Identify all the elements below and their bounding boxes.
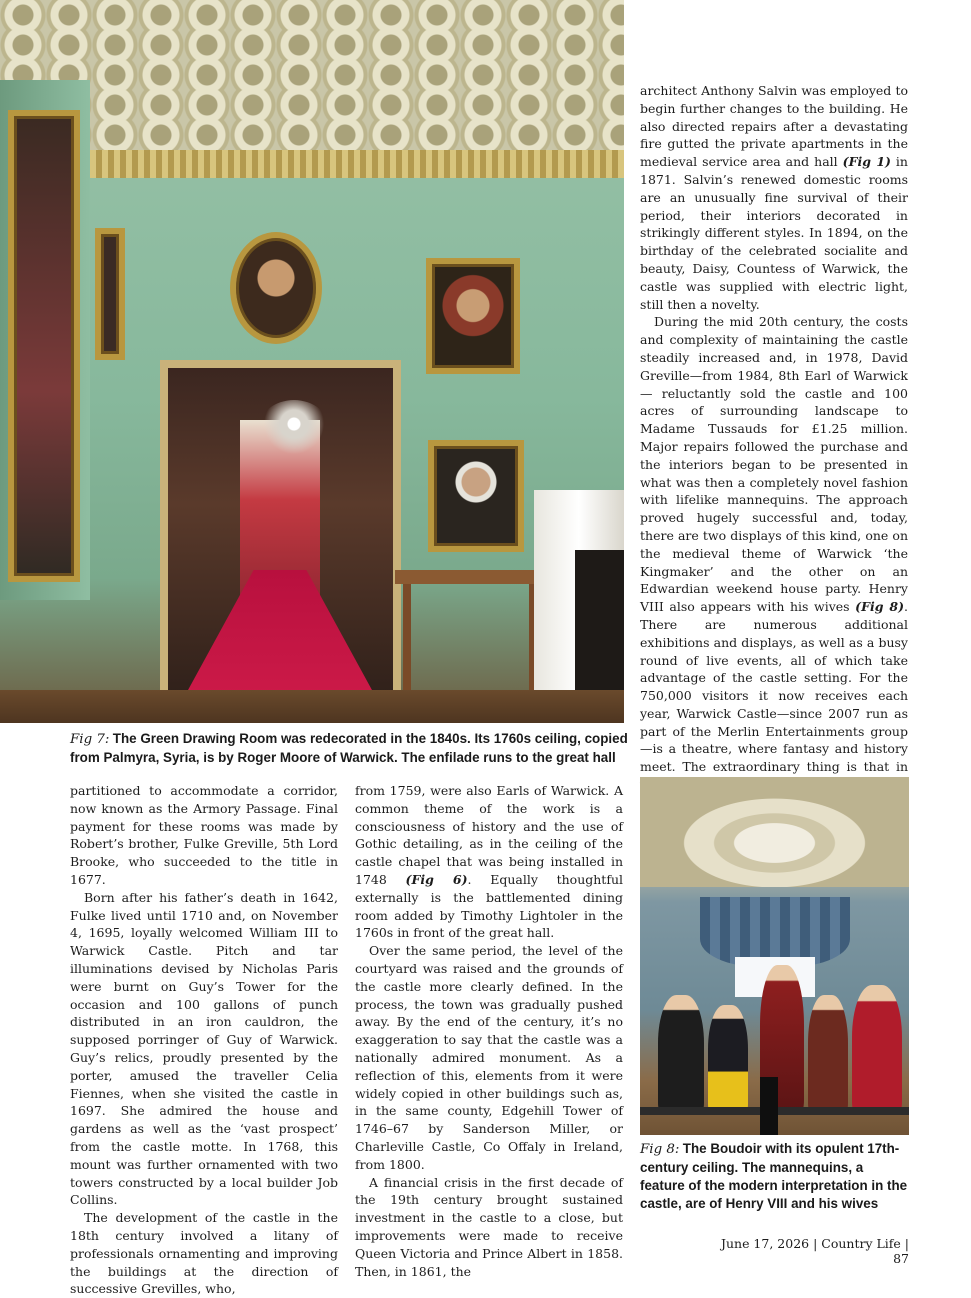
fig7-text: The Green Drawing Room was redecorated in the 1840s. Its 1760s ceiling, copied from Palmyra, Syria, is by Roger Moore of Warwick. The enfilade runs to the great hall	[70, 731, 628, 765]
portrait-red-coat	[426, 258, 520, 374]
article-column-right-top	[640, 82, 908, 829]
green-drawing-room-photo	[0, 0, 624, 723]
paragraph: partitioned to accommodate a corridor, now known as the Armory Passage. Final payment for these rooms was made by Robert’s brother, Fulke Greville, 5th Lord Brooke, who succeeded to the title in 1677.	[70, 783, 338, 887]
fig7-label: Fig 7:	[70, 732, 110, 747]
figure-reference: (Fig 1)	[842, 154, 891, 170]
mannequin	[852, 985, 902, 1115]
paragraph	[640, 82, 908, 313]
wooden-floor	[0, 690, 624, 723]
article-column-middle	[355, 782, 623, 1280]
fig8-text: The Boudoir with its opulent 17th-century ceiling. The mannequins, a feature of the modern interpretation in the castle, are of Henry VIII and his wives	[640, 1141, 908, 1211]
text-run: in 1871. Salvin’s renewed domestic rooms are an unusually fine survival of their period, their interiors decorated in strikingly different styles. In 1894, on the birthday of the celebrated socialite and beauty, Daisy, Countess of Warwick, the castle was supplied with electric light, still then a novelty.	[640, 154, 908, 312]
page-folio: June 17, 2026 | Country Life | 87	[720, 1236, 909, 1266]
portrait-left-small	[95, 228, 125, 360]
boudoir-photo	[640, 777, 909, 1135]
fig8-label: Fig 8:	[640, 1142, 680, 1157]
mannequin	[708, 1005, 748, 1115]
mannequin	[658, 995, 704, 1115]
portrait-left-full-length	[8, 110, 80, 582]
boudoir-ceiling	[640, 777, 909, 887]
text-run: . There are numerous additional exhibitions and displays, as well as a busy round of live events, all of which take advantage of the castle setting. For the 750,000 visitors it now receives each year, Warwick Castle—since 2007 run as part of the Merlin Entertainments group—is a theatre, where fantasy and history meet. The extraordinary thing is that in	[640, 599, 908, 775]
paragraph	[355, 782, 623, 942]
portrait-oval	[230, 232, 322, 344]
figure-reference: (Fig 8)	[855, 599, 905, 615]
ceiling-coffers	[0, 0, 624, 160]
paragraph: Born after his father’s death in 1642, Fulke lived until 1710 and, on November 4, 1695, loyally welcomed William III to Warwick Castle. Pitch and tar illuminations devised by Nicholas Paris were burnt on Guy’s Tower for the occasion and 100 gallons of punch distributed in an iron cauldron, the supposed porringer of Guy of Warwick. Guy’s relics, proudly presented by the porter, amused the traveller Celia Fiennes, when she visited the castle in 1697. She admired the house and gardens as well as the ‘vast prospect’ from the castle motte. In 1768, this mount was further ornamented with two towers constructed by a local builder Job Collins.	[70, 889, 338, 1208]
paragraph: Over the same period, the level of the courtyard was raised and the grounds of the castle more clearly defined. In the process, the town was gradually pushed away. By the end of the century, it’s no exaggeration to say that the castle was a nationally admired monument. As a reflection of this, elements from it were widely copied in other buildings such as, in the same county, Edgehill Tower of 1746–67 by Sanderson Miller, or Charleville Castle, Co Offaly in Ireland, from 1800.	[355, 943, 623, 1172]
gilded-cornice	[0, 150, 624, 178]
figure-reference: (Fig 6)	[405, 871, 468, 887]
text-run: During the mid 20th century, the costs and complexity of maintaining the castle steadily increased and, in 1978, David Greville—from 1984, 8th Earl of Warwick— reluctantly sold the castle and 100 acres of surrounding landscape to Madame Tussauds for £1.25 million. Major repairs followed the purchase and the interiors began to be presented in what was then a completely novel fashion with lifelike mannequins. The approach proved hugely successful and, today, there are two displays of this kind, one on the medieval theme of Warwick ‘the Kingmaker’ and the other on an Edwardian weekend house party. Henry VIII also appears with his wives	[640, 314, 908, 615]
paragraph: A financial crisis in the first decade of the 19th century brought sustained investment in the castle to a close, but improvements were made to receive Queen Victoria and Prince Albert in 1858. Then, in 1861, the	[355, 1174, 623, 1279]
article-column-left	[70, 782, 338, 1298]
text-run: . Equally thoughtful externally is the battlemented dining room added by Timothy Lightoler in the 1760s in front of the great hall.	[355, 871, 623, 941]
fig7-caption	[70, 730, 630, 767]
text-run: architect Anthony Salvin was employed to begin further changes to the building. He also directed repairs after a devastating fire gutted the private apartments in the medieval service area and hall	[640, 83, 908, 170]
mannequin	[808, 995, 848, 1115]
display-stand	[760, 1077, 778, 1135]
fireplace-opening	[575, 550, 624, 700]
text-run: from 1759, were also Earls of Warwick. A common theme of the work is a consciousness of history and the use of Gothic detailing, as in the ceiling of the castle chapel that was being installed in 1748	[355, 783, 623, 887]
chandelier	[258, 400, 330, 460]
paragraph: The development of the castle in the 18th century involved a litany of professionals ornamenting and improving the buildings at the direction of successive Grevilles, who,	[70, 1210, 338, 1297]
paragraph	[640, 313, 908, 811]
portrait-lace-collar	[428, 440, 524, 552]
fig8-caption	[640, 1140, 910, 1213]
